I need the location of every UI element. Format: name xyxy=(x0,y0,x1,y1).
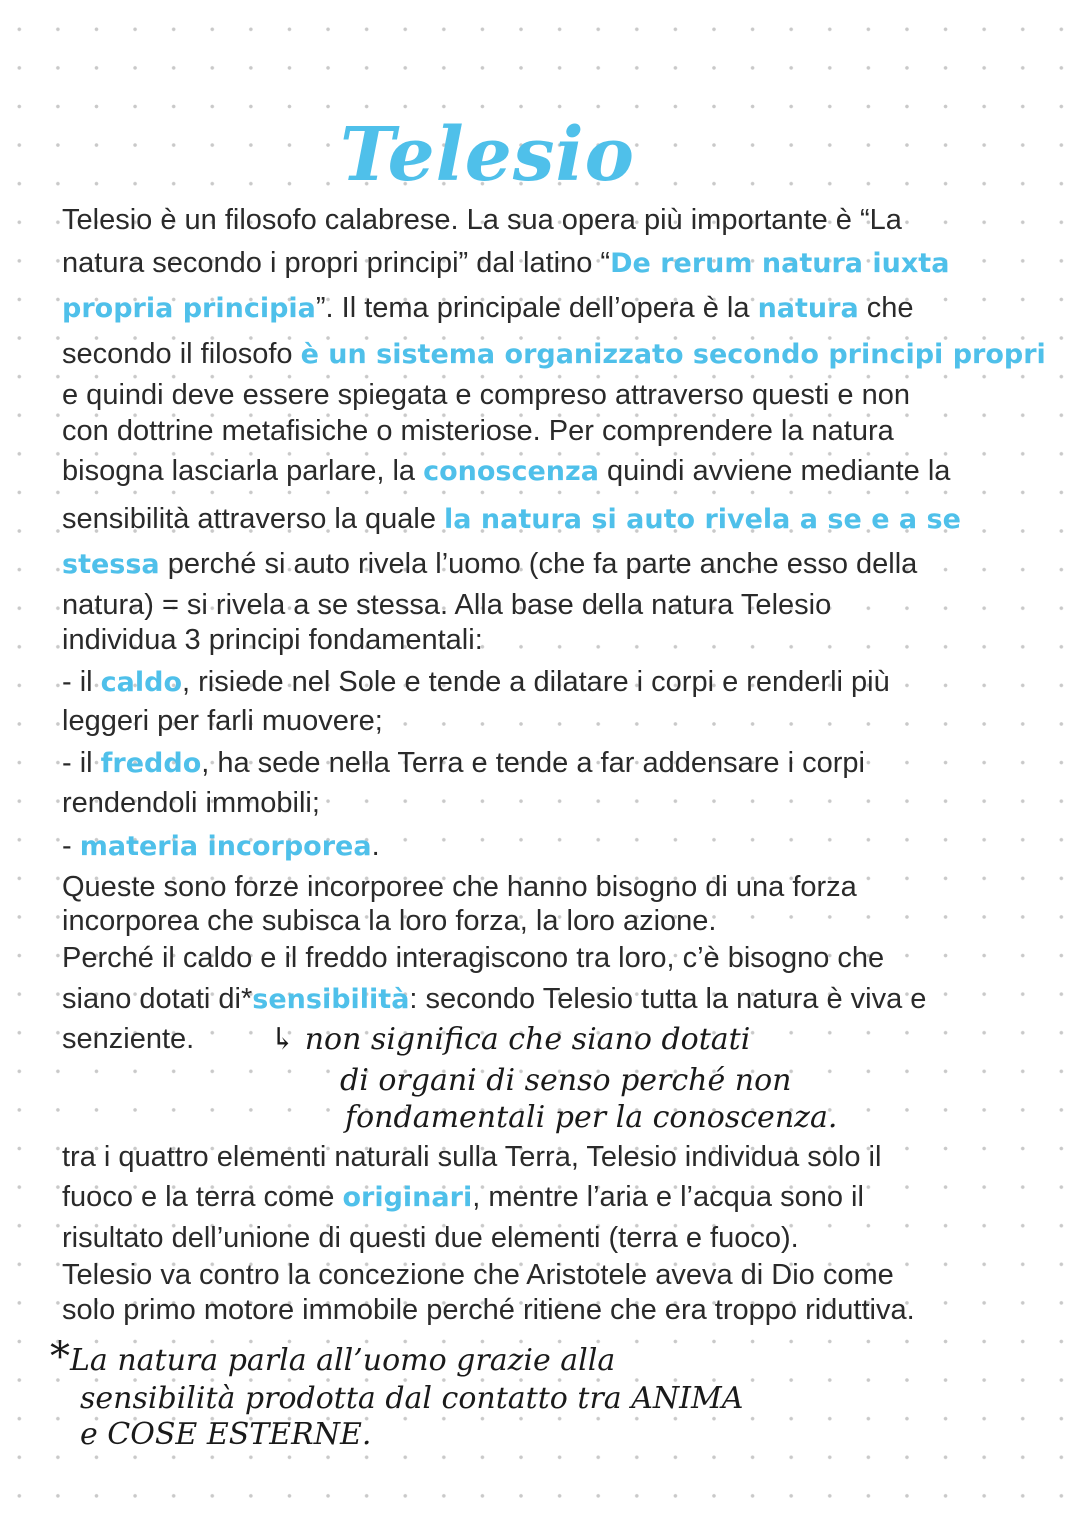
handwritten-footnote-line: *La natura parla all’uomo grazie alla xyxy=(50,1334,616,1380)
text-line: - materia incorporea. xyxy=(62,830,380,862)
text-line: fuoco e la terra come originari, mentre l’aria e l’acqua sono il xyxy=(62,1181,864,1213)
text-line: - il caldo, risiede nel Sole e tende a dilatare i corpi e renderli più xyxy=(62,666,890,698)
text-line: rendendoli immobili; xyxy=(62,787,320,819)
highlight-term: De rerum natura iuxta xyxy=(610,248,950,279)
handwritten-footnote-line: sensibilità prodotta dal contatto tra ANIMA xyxy=(80,1381,744,1416)
text-line: tra i quattro elementi naturali sulla Terra, Telesio individua solo il xyxy=(62,1141,882,1173)
text-line: stessa perché si auto rivela l’uomo (che fa parte anche esso della xyxy=(62,548,918,580)
handwritten-note-line: fondamentali per la conoscenza. xyxy=(345,1100,838,1135)
highlight-term: caldo xyxy=(100,667,183,698)
highlight-term: è un sistema organizzato secondo principi propri xyxy=(300,339,1046,370)
highlight-term: sensibilità xyxy=(252,984,410,1015)
handwritten-note-line: ↳ non significa che siano dotati xyxy=(270,1022,751,1057)
text-line: e quindi deve essere spiegata e compreso attraverso questi e non xyxy=(62,379,910,411)
text-line: sensibilità attraverso la quale la natura si auto rivela a se e a se xyxy=(62,503,961,535)
highlight-term: materia incorporea xyxy=(79,831,372,862)
highlight-term: stessa xyxy=(62,549,160,580)
text-line: propria principia”. Il tema principale dell’opera è la natura che xyxy=(62,292,914,324)
text-line: natura secondo i propri principi” dal latino “De rerum natura iuxta xyxy=(62,247,950,279)
text-line: Queste sono forze incorporee che hanno bisogno di una forza xyxy=(62,871,857,903)
highlight-term: propria principia xyxy=(62,293,316,324)
text-line: individua 3 principi fondamentali: xyxy=(62,624,483,656)
highlight-term: originari xyxy=(342,1182,473,1213)
highlight-term: conoscenza xyxy=(423,456,599,487)
text-line: secondo il filosofo è un sistema organizzato secondo principi propri xyxy=(62,338,1046,370)
text-line: bisogna lasciarla parlare, la conoscenza quindi avviene mediante la xyxy=(62,455,951,487)
handwritten-footnote-line: e COSE ESTERNE. xyxy=(80,1417,372,1452)
highlight-term: natura xyxy=(757,293,859,324)
text-line: siano dotati di*sensibilità: secondo Telesio tutta la natura è viva e xyxy=(62,983,927,1015)
asterisk-mark: * xyxy=(240,983,253,1015)
highlight-term: freddo xyxy=(100,748,202,779)
text-line: incorporea che subisca la loro forza, la loro azione. xyxy=(62,905,717,937)
page-title: Telesio xyxy=(340,112,635,198)
handwritten-note-line: di organi di senso perché non xyxy=(340,1063,792,1098)
text-line: natura) = si rivela a se stessa. Alla base della natura Telesio xyxy=(62,589,832,621)
highlight-term: la natura si auto rivela a se e a se xyxy=(444,504,961,535)
asterisk-mark: * xyxy=(50,1334,70,1380)
text-line: Perché il caldo e il freddo interagiscono tra loro, c’è bisogno che xyxy=(62,942,885,974)
text-line: Telesio è un filosofo calabrese. La sua opera più importante è “La xyxy=(62,204,902,236)
text-line: solo primo motore immobile perché ritiene che era troppo riduttiva. xyxy=(62,1294,915,1326)
text-line: - il freddo, ha sede nella Terra e tende a far addensare i corpi xyxy=(62,747,865,779)
text-line: con dottrine metafisiche o misteriose. Per comprendere la natura xyxy=(62,415,894,447)
text-line: leggeri per farli muovere; xyxy=(62,705,383,737)
text-line: Telesio va contro la concezione che Aristotele aveva di Dio come xyxy=(62,1259,894,1291)
text-line: senziente. xyxy=(62,1023,195,1055)
text-line: risultato dell’unione di questi due elementi (terra e fuoco). xyxy=(62,1222,799,1254)
arrow-icon: ↳ xyxy=(270,1022,296,1057)
